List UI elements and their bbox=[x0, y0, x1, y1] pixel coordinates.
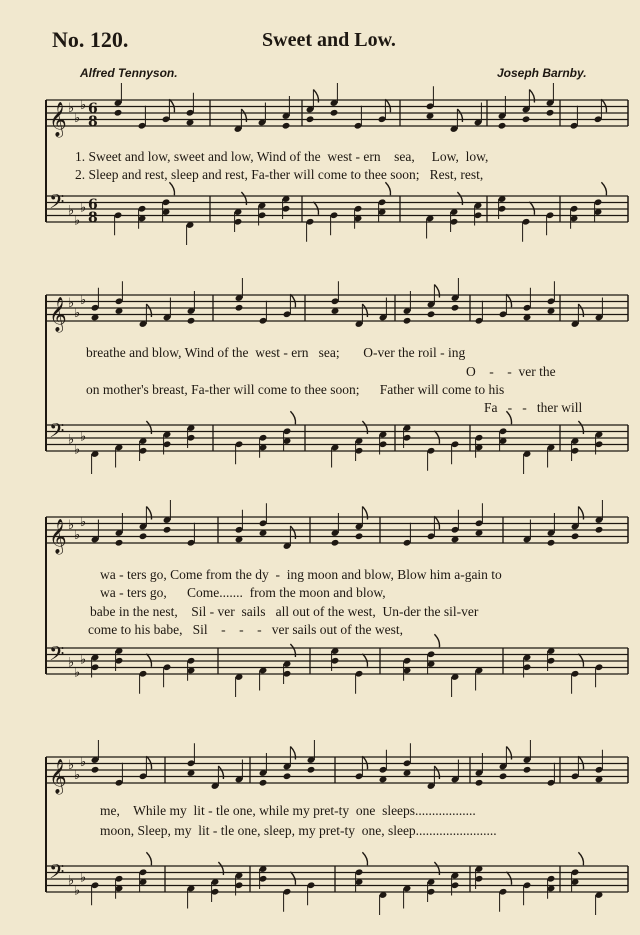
note-head bbox=[139, 532, 148, 540]
poet-credit: Alfred Tennyson. bbox=[80, 66, 178, 80]
note-flag bbox=[578, 852, 583, 865]
note-head bbox=[259, 779, 268, 787]
note-flag bbox=[169, 182, 174, 195]
note-head bbox=[114, 109, 123, 117]
note-flag bbox=[601, 99, 606, 112]
treble-clef-icon: 𝄞 bbox=[49, 519, 67, 554]
note-head bbox=[330, 109, 339, 117]
lyric-line: 2. Sleep and rest, sleep and rest, Fa-ther will come to thee soon; Rest, rest, bbox=[75, 167, 484, 182]
note-head bbox=[547, 539, 556, 547]
note-flag bbox=[290, 411, 295, 424]
lyric-line: babe in the nest, Sil - ver sails all out of the west, Un-der the sil-ver bbox=[90, 604, 479, 619]
flat-icon: ♭ bbox=[68, 758, 75, 773]
note-flag bbox=[385, 182, 390, 195]
note-flag bbox=[290, 294, 295, 307]
flat-icon: ♭ bbox=[74, 665, 81, 681]
note-head bbox=[522, 115, 531, 123]
lyric-line: moon, Sleep, my lit - tle one, sleep, my pret-ty one, sleep........................ bbox=[100, 823, 497, 838]
note-flag bbox=[385, 99, 390, 112]
flat-icon: ♭ bbox=[68, 296, 75, 311]
flat-icon: ♭ bbox=[80, 754, 87, 770]
flat-icon: ♭ bbox=[68, 655, 75, 671]
note-head bbox=[498, 122, 507, 130]
hymn-number: No. 120. bbox=[52, 27, 129, 52]
note-head bbox=[427, 310, 436, 318]
flat-icon: ♭ bbox=[74, 442, 81, 458]
lyric-line: Fa - - ther will bbox=[484, 400, 583, 415]
note-flag bbox=[313, 202, 318, 215]
flat-icon: ♭ bbox=[80, 514, 87, 530]
note-head bbox=[523, 766, 532, 774]
note-flag bbox=[434, 516, 439, 529]
note-head bbox=[163, 526, 172, 534]
note-flag bbox=[169, 99, 174, 112]
flat-icon: ♭ bbox=[80, 652, 87, 668]
note-flag bbox=[146, 756, 151, 769]
composer-credit: Joseph Barnby. bbox=[497, 66, 587, 80]
bass-clef-icon: 𝄢 bbox=[49, 419, 65, 447]
note-head bbox=[282, 122, 291, 130]
lyric-line: on mother's breast, Fa-ther will come to thee soon; Father will come to his bbox=[86, 382, 505, 397]
note-flag bbox=[290, 872, 295, 885]
note-flag bbox=[146, 654, 151, 667]
note-head bbox=[403, 317, 412, 325]
note-head bbox=[307, 766, 316, 774]
note-flag bbox=[362, 756, 367, 769]
treble-clef-icon: 𝄞 bbox=[49, 759, 67, 794]
lyric-line: me, While my lit - tle one, while my pret-ty one sleeps.................. bbox=[100, 803, 476, 818]
treble-clef-icon: 𝄞 bbox=[49, 297, 67, 332]
lyric-line: breathe and blow, Wind of the west - ern sea; O-ver the roil - ing bbox=[86, 345, 466, 360]
time-signature: 6 bbox=[88, 197, 98, 213]
flat-icon: ♭ bbox=[68, 518, 75, 533]
note-head bbox=[475, 779, 484, 787]
note-flag bbox=[601, 182, 606, 195]
note-flag bbox=[506, 872, 511, 885]
lyric-line: 1. Sweet and low, sweet and low, Wind of the west - ern sea, Low, low, bbox=[75, 149, 489, 164]
note-head bbox=[451, 304, 460, 312]
note-head bbox=[283, 772, 292, 780]
bass-clef-icon: 𝄢 bbox=[49, 642, 65, 670]
flat-icon: ♭ bbox=[74, 110, 81, 126]
flat-icon: ♭ bbox=[74, 767, 81, 783]
note-head bbox=[571, 532, 580, 540]
note-head bbox=[306, 115, 315, 123]
hymn-title: Sweet and Low. bbox=[262, 29, 396, 51]
lyric-line: O - - ver the bbox=[466, 364, 556, 379]
time-signature: 8 bbox=[88, 114, 98, 130]
note-flag bbox=[434, 431, 439, 444]
note-head bbox=[546, 109, 555, 117]
lyric-line: come to his babe, Sil - - - ver sails out of the west, bbox=[88, 622, 403, 637]
flat-icon: ♭ bbox=[80, 97, 87, 113]
note-flag bbox=[578, 654, 583, 667]
note-head bbox=[91, 766, 100, 774]
flat-icon: ♭ bbox=[74, 305, 81, 321]
note-head bbox=[235, 304, 244, 312]
note-head bbox=[595, 526, 604, 534]
note-flag bbox=[146, 852, 151, 865]
note-flag bbox=[434, 634, 439, 647]
lyric-line: wa - ters go, Come....... from the moon and blow, bbox=[100, 585, 386, 600]
flat-icon: ♭ bbox=[68, 873, 75, 889]
flat-icon: ♭ bbox=[80, 870, 87, 886]
note-flag bbox=[529, 202, 534, 215]
bass-clef-icon: 𝄢 bbox=[49, 860, 65, 888]
flat-icon: ♭ bbox=[68, 101, 75, 116]
treble-clef-icon: 𝄞 bbox=[49, 102, 67, 137]
flat-icon: ♭ bbox=[74, 527, 81, 543]
time-signature: 8 bbox=[88, 210, 98, 226]
flat-icon: ♭ bbox=[80, 200, 87, 216]
flat-icon: ♭ bbox=[74, 883, 81, 899]
flat-icon: ♭ bbox=[68, 432, 75, 448]
lyric-line: wa - ters go, Come from the dy - ing moon and blow, Blow him a-gain to bbox=[100, 567, 502, 582]
note-head bbox=[355, 532, 364, 540]
time-signature: 6 bbox=[88, 101, 98, 117]
bass-clef-icon: 𝄢 bbox=[49, 190, 65, 218]
note-flag bbox=[362, 852, 367, 865]
note-head bbox=[187, 317, 196, 325]
flat-icon: ♭ bbox=[74, 213, 81, 229]
note-flag bbox=[506, 294, 511, 307]
flat-icon: ♭ bbox=[80, 292, 87, 308]
note-flag bbox=[362, 654, 367, 667]
note-flag bbox=[578, 756, 583, 769]
flat-icon: ♭ bbox=[68, 203, 75, 219]
note-head bbox=[115, 539, 124, 547]
note-head bbox=[331, 539, 340, 547]
note-head bbox=[499, 772, 508, 780]
flat-icon: ♭ bbox=[80, 429, 87, 445]
